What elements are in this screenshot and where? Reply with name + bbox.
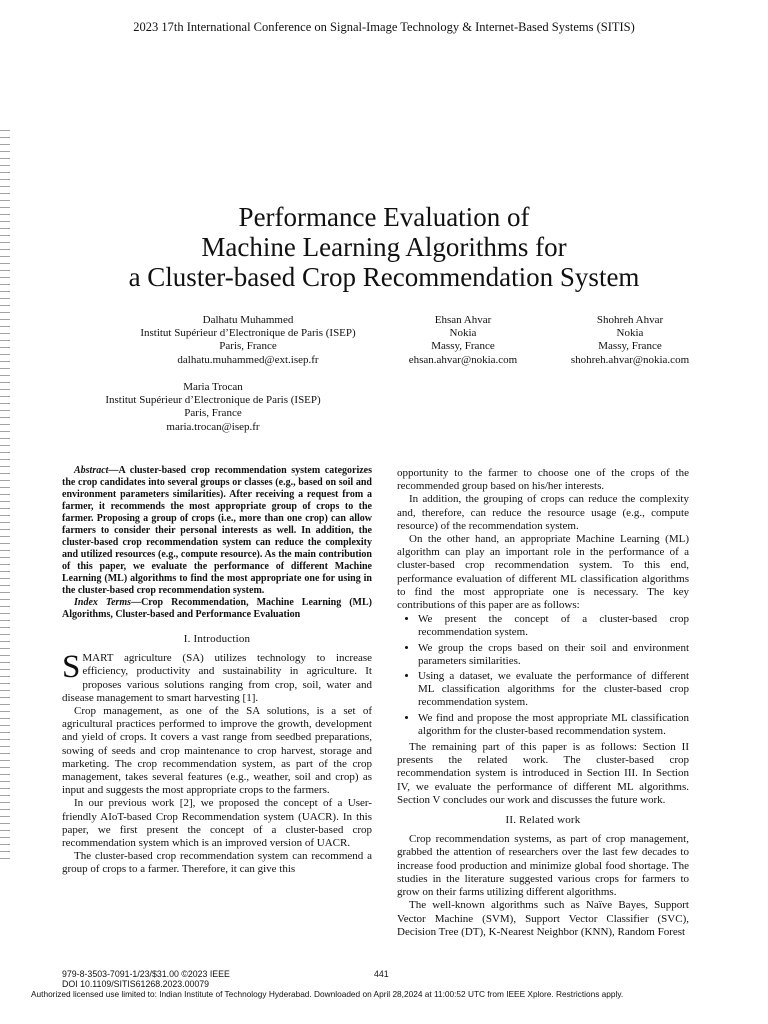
intro-paragraph-2: Crop management, as one of the SA solutions, is a set of agricultural practices performed to improve the growth, development and yield of crops. It covers a vast range from seedbed preparations, sowing of seeds and crop maintenance to crop harvest, storage and marketing. The crop recommendation system, as part of the crop management, takes several features (e.g., weather, soil and crop) as input and suggests the most appropriate crops to the farmers. — [62, 705, 372, 797]
right-column — [397, 467, 689, 939]
author-block-1 — [108, 314, 388, 367]
list-item: • We present the concept of a cluster-based crop recommendation system. — [418, 613, 689, 639]
author-email: dalhatu.muhammed@ext.isep.fr — [177, 353, 319, 366]
author-name: Maria Trocan — [183, 381, 243, 393]
author-affiliation: Nokia — [616, 327, 644, 340]
title-line-3: a Cluster-based Crop Recommendation System — [128, 262, 640, 292]
footer-license: Authorized licensed use limited to: Indian Institute of Technology Hyderabad. Downloaded on April 28,2024 at 11:00:52 UTC from IEEE Xplore. Restrictions apply. — [31, 989, 624, 999]
right-paragraph-3: On the other hand, an appropriate Machine Learning (ML) algorithm can play an important role in the performance of a cluster-based crop recommendation system. To this end, performance evaluation of different ML classification algorithms to find the most appropriate one is necessary. The key contributions of this paper are as follows: — [397, 533, 689, 612]
section-heading-related-work: II. Related work — [505, 814, 581, 827]
author-location: Paris, France — [184, 407, 242, 420]
abstract — [62, 465, 372, 597]
abstract-label: Abstract — [74, 465, 109, 476]
index-terms-label: Index Terms — [74, 597, 132, 608]
right-paragraph-1: opportunity to the farmer to choose one of the crops of the recommended group based on his/her interests. — [397, 467, 689, 493]
title-line-2: Machine Learning Algorithms for — [201, 232, 567, 262]
author-block-4 — [68, 381, 358, 434]
author-affiliation: Nokia — [449, 327, 477, 340]
conference-header: 2023 17th International Conference on Signal-Image Technology & Internet-Based Systems (SITIS) — [133, 20, 635, 34]
section-heading-introduction: I. Introduction — [183, 633, 251, 645]
author-affiliation: Institut Supérieur d’Electronique de Paris (ISEP) — [105, 394, 321, 407]
intro-paragraph-4: The cluster-based crop recommendation system can recommend a group of crops to a farmer. Therefore, it can give this — [62, 850, 372, 876]
author-location: Massy, France — [431, 340, 495, 353]
paper-title — [0, 202, 768, 292]
author-email: maria.trocan@isep.fr — [166, 420, 260, 433]
author-block-2 — [383, 314, 543, 367]
author-email: shohreh.ahvar@nokia.com — [570, 353, 690, 366]
footer-doi: DOI 10.1109/SITIS61268.2023.00079 — [62, 979, 210, 989]
author-block-3 — [545, 314, 715, 367]
drop-cap: S — [62, 649, 81, 686]
footer-page-number: 441 — [374, 969, 389, 979]
abstract-text: —A cluster-based crop recommendation system categorizes the crop candidates into several groups or classes (e.g., based on soil and environment parameters similarities). After receiving a request from a farmer, it recommends the most appropriate group of crops to the farmer. Proposing a group of crops (i.e., more than one crop) can allow farmers to consider their personal interests as well. In addition, the cluster-based crop recommendation system can reduce the complexity and utilized resources (e.g., compute resource). As the main contribution of this paper, we evaluate the performance of different Machine Learning (ML) algorithms to find the most appropriate one for using in the cluster-based crop recommendation system. — [62, 465, 372, 596]
intro-paragraph-1-text: MART agriculture (SA) utilizes technology to increase efficiency, productivity and sustainability in agriculture. It proposes various solutions ranging from crop, soil, water and disease management to smart harvesting [1]. — [62, 652, 372, 704]
author-affiliation: Institut Supérieur d’Electronique de Paris (ISEP) — [140, 327, 356, 340]
author-name: Dalhatu Muhammed — [202, 314, 294, 326]
right-paragraph-2: In addition, the grouping of crops can reduce the complexity and, therefore, can reduce the resource usage (e.g., compute resource) of the recommendation system. — [397, 493, 689, 532]
list-item: • Using a dataset, we evaluate the performance of different ML classification algorithms for the cluster-based crop recommendation system. — [418, 670, 689, 710]
author-name: Shohreh Ahvar — [596, 314, 664, 326]
list-item: • We find and propose the most appropriate ML classification algorithm for the cluster-based recommendation system. — [418, 712, 689, 738]
right-paragraph-4: The remaining part of this paper is as follows: Section II presents the related work. The cluster-based crop recommendation system is introduced in Section III. In Section IV, we evaluate the performance of different ML algorithms. Section V concludes our work and discusses the future work. — [397, 741, 689, 806]
title-line-1: Performance Evaluation of — [238, 202, 530, 232]
author-location: Massy, France — [598, 340, 662, 353]
footer-isbn: 979-8-3503-7091-1/23/$31.00 ©2023 IEEE — [62, 969, 230, 979]
left-column — [62, 465, 372, 877]
author-email: ehsan.ahvar@nokia.com — [408, 353, 518, 366]
intro-paragraph-1 — [62, 649, 372, 705]
index-terms — [62, 597, 372, 621]
author-name: Ehsan Ahvar — [434, 314, 492, 326]
author-location: Paris, France — [219, 340, 277, 353]
related-paragraph-2: The well-known algorithms such as Naïve Bayes, Support Vector Machine (SVM), Support Vector Classifier (SVC), Decision Tree (DT), K-Nearest Neighbor (KNN), Random Forest — [397, 899, 689, 938]
list-item: • We group the crops based on their soil and environment parameters similarities. — [418, 642, 689, 668]
related-paragraph-1: Crop recommendation systems, as part of crop management, grabbed the attention of researchers over the last few decades to increase food production and minimize global food shortage. The studies in the literature suggested various crops for farmers to grow on their farms utilizing different algorithms. — [397, 833, 689, 899]
intro-paragraph-3: In our previous work [2], we proposed the concept of a User-friendly AIoT-based Crop Recommendation system (UACR). In this paper, we first present the concept of a cluster-based crop recommendation system which is an improved version of UACR. — [62, 797, 372, 850]
index-terms-text: —Crop Recommendation, Machine Learning (ML) Algorithms, Cluster-based and Performance Evaluation — [62, 597, 372, 620]
contribution-list — [397, 613, 689, 738]
